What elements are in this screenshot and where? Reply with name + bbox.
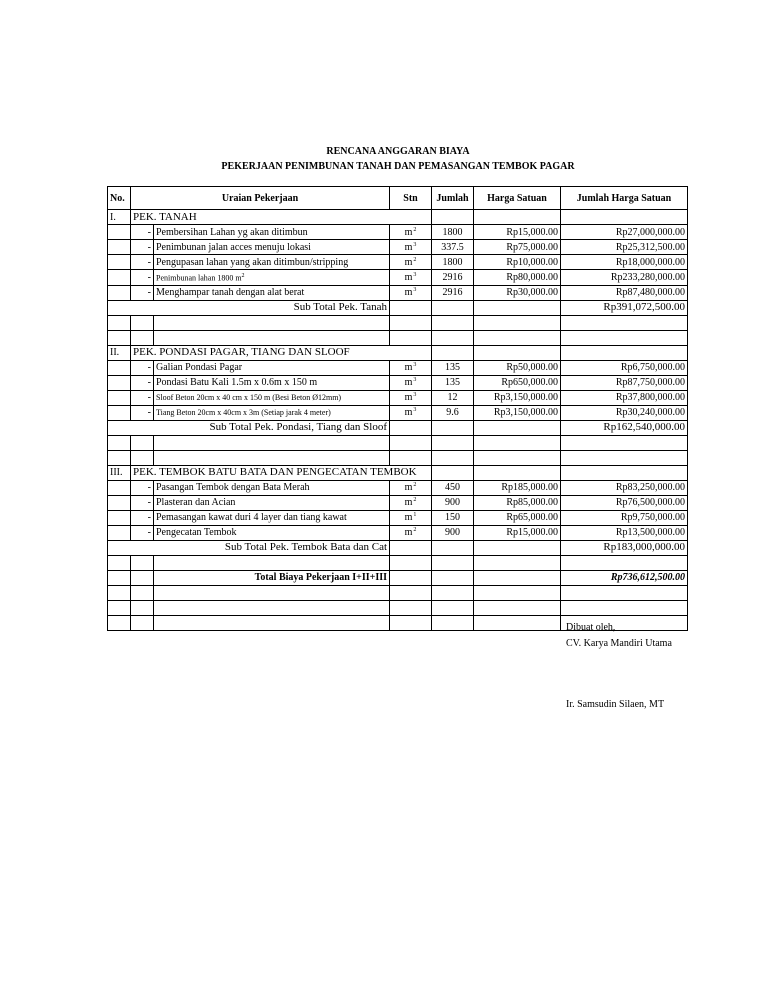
item-unit-text: m [404, 512, 413, 524]
empty-cell [131, 600, 154, 615]
item-description-text: Galian Pondasi Pagar [156, 362, 243, 374]
empty-cell [108, 495, 131, 510]
item-unit [390, 225, 432, 240]
empty-cell [474, 555, 561, 570]
empty-cell [561, 450, 688, 465]
subtotal-value: Rp391,072,500.00 [561, 300, 688, 315]
item-unit [390, 405, 432, 420]
item-unit-text: m [404, 482, 413, 494]
empty-cell [474, 435, 561, 450]
empty-cell [108, 555, 131, 570]
empty-cell [108, 270, 131, 286]
item-unit-exponent: 2 [413, 497, 417, 504]
item-unit-text: m [404, 497, 413, 509]
item-unit-price: Rp50,000.00 [474, 360, 561, 375]
empty-cell [390, 435, 432, 450]
empty-row [108, 315, 688, 330]
section-header-row [108, 345, 688, 360]
item-description [154, 225, 390, 240]
table-row [108, 480, 688, 495]
empty-cell [154, 315, 390, 330]
item-description-text: Pembersihan Lahan yg akan ditimbun [156, 226, 308, 238]
item-unit [390, 390, 432, 405]
empty-cell [154, 615, 390, 630]
item-unit [390, 255, 432, 270]
empty-cell [108, 255, 131, 270]
header-uraian: Uraian Pekerjaan [131, 187, 390, 210]
item-unit [390, 240, 432, 255]
item-description [154, 360, 390, 375]
item-dash: - [131, 270, 154, 286]
empty-cell [474, 300, 561, 315]
empty-cell [108, 360, 131, 375]
item-quantity: 337.5 [432, 240, 474, 255]
item-quantity: 450 [432, 480, 474, 495]
table-row [108, 225, 688, 240]
item-quantity: 135 [432, 375, 474, 390]
item-description [154, 285, 390, 300]
empty-cell [390, 420, 432, 435]
empty-cell [432, 600, 474, 615]
empty-cell [474, 465, 561, 480]
item-quantity: 900 [432, 495, 474, 510]
header-jumlah: Jumlah [432, 187, 474, 210]
item-total-price: Rp233,280,000.00 [561, 270, 688, 286]
empty-cell [108, 225, 131, 240]
table-row [108, 495, 688, 510]
item-description [154, 480, 390, 495]
empty-cell [108, 480, 131, 495]
budget-table [107, 186, 688, 631]
title-line-2: PEKERJAAN PENIMBUNAN TANAH DAN PEMASANGAN TEMBOK PAGAR [221, 161, 575, 172]
empty-cell [474, 210, 561, 225]
table-row [108, 360, 688, 375]
empty-cell [154, 555, 390, 570]
table-row [108, 525, 688, 540]
item-unit-price: Rp15,000.00 [474, 525, 561, 540]
subtotal-row [108, 540, 688, 555]
item-description-text: Penimbunan lahan 1800 m [156, 273, 242, 283]
item-description-text: Pondasi Batu Kali 1.5m x 0.6m x 150 m [156, 377, 318, 389]
item-unit-price: Rp75,000.00 [474, 240, 561, 255]
item-unit-price: Rp65,000.00 [474, 510, 561, 525]
grand-total-value: Rp736,612,500.00 [561, 570, 688, 585]
item-total-price: Rp37,800,000.00 [561, 390, 688, 405]
item-unit-price: Rp3,150,000.00 [474, 390, 561, 405]
subtotal-label: Sub Total Pek. Tembok Bata dan Cat [108, 540, 390, 555]
item-description [154, 270, 390, 286]
item-total-price: Rp87,480,000.00 [561, 285, 688, 300]
signatory-name: Ir. Samsudin Silaen, MT [566, 699, 665, 710]
item-total-price: Rp13,500,000.00 [561, 525, 688, 540]
table-row [108, 255, 688, 270]
item-description-text: Menghampar tanah dengan alat berat [156, 287, 305, 299]
empty-cell [108, 330, 131, 345]
empty-cell [474, 585, 561, 600]
item-unit-exponent: 2 [413, 482, 417, 489]
empty-cell [108, 435, 131, 450]
empty-cell [390, 540, 432, 555]
company-name: CV. Karya Mandiri Utama [566, 638, 672, 649]
empty-cell [390, 450, 432, 465]
item-unit [390, 495, 432, 510]
section-number: I. [108, 210, 131, 225]
document-titles [0, 144, 768, 174]
subtotal-label: Sub Total Pek. Pondasi, Tiang dan Sloof [108, 420, 390, 435]
item-unit-exponent: 3 [413, 362, 417, 369]
empty-cell [432, 315, 474, 330]
item-description-text: Pasangan Tembok dengan Bata Merah [156, 482, 310, 494]
empty-cell [474, 540, 561, 555]
item-description [154, 390, 390, 405]
subtotal-value: Rp162,540,000.00 [561, 420, 688, 435]
item-unit-text: m [404, 392, 413, 404]
item-dash: - [131, 375, 154, 390]
empty-cell [474, 420, 561, 435]
empty-cell [131, 555, 154, 570]
item-dash: - [131, 240, 154, 255]
item-unit [390, 525, 432, 540]
header-jumlah-harga: Jumlah Harga Satuan [561, 187, 688, 210]
empty-cell [154, 600, 390, 615]
item-quantity: 9.6 [432, 405, 474, 420]
header-stn: Stn [390, 187, 432, 210]
item-dash: - [131, 495, 154, 510]
empty-cell [390, 315, 432, 330]
table-row [108, 405, 688, 420]
empty-cell [432, 615, 474, 630]
item-unit-exponent: 3 [413, 271, 417, 278]
item-description [154, 405, 390, 420]
empty-cell [432, 330, 474, 345]
item-unit-exponent: 2 [413, 256, 417, 263]
empty-row [108, 450, 688, 465]
item-description-text: Plasteran dan Acian [156, 497, 236, 509]
header-no: No. [108, 187, 131, 210]
empty-row [108, 555, 688, 570]
item-dash: - [131, 525, 154, 540]
item-description-exponent: 2 [241, 273, 245, 279]
empty-cell [108, 510, 131, 525]
item-unit-price: Rp10,000.00 [474, 255, 561, 270]
item-unit-price: Rp3,150,000.00 [474, 405, 561, 420]
empty-cell [390, 300, 432, 315]
empty-cell [131, 450, 154, 465]
item-description [154, 525, 390, 540]
empty-cell [131, 570, 154, 585]
item-description-text: Sloof Beton 20cm x 40 cm x 150 m (Besi Beton Ø12mm) [156, 393, 342, 403]
item-unit-text: m [404, 527, 413, 539]
item-unit-exponent: 3 [413, 241, 417, 248]
empty-cell [131, 330, 154, 345]
item-description [154, 510, 390, 525]
header-harga-satuan: Harga Satuan [474, 187, 561, 210]
item-description-text: Penimbunan jalan acces menuju lokasi [156, 241, 311, 253]
empty-row [108, 435, 688, 450]
empty-row [108, 330, 688, 345]
empty-cell [108, 390, 131, 405]
item-dash: - [131, 510, 154, 525]
empty-cell [108, 285, 131, 300]
empty-cell [131, 435, 154, 450]
empty-cell [131, 315, 154, 330]
empty-cell [108, 615, 131, 630]
empty-cell [561, 600, 688, 615]
grand-total-label: Total Biaya Pekerjaan I+II+III [154, 570, 390, 585]
item-unit-text: m [404, 241, 413, 253]
item-total-price: Rp30,240,000.00 [561, 405, 688, 420]
empty-cell [131, 585, 154, 600]
empty-cell [108, 375, 131, 390]
item-description-text: Pengupasan lahan yang akan ditimbun/stripping [156, 256, 349, 268]
table-row [108, 240, 688, 255]
section-title: PEK. PONDASI PAGAR, TIANG DAN SLOOF [131, 345, 432, 360]
empty-cell [432, 585, 474, 600]
empty-cell [561, 435, 688, 450]
item-unit-text: m [404, 287, 413, 299]
empty-cell [154, 450, 390, 465]
item-description [154, 255, 390, 270]
item-description [154, 375, 390, 390]
empty-cell [390, 555, 432, 570]
empty-cell [108, 405, 131, 420]
empty-cell [108, 570, 131, 585]
item-description [154, 495, 390, 510]
empty-cell [108, 525, 131, 540]
item-unit-text: m [404, 226, 413, 238]
empty-cell [561, 210, 688, 225]
item-unit-text: m [404, 256, 413, 268]
item-dash: - [131, 285, 154, 300]
empty-cell [154, 435, 390, 450]
empty-cell [474, 570, 561, 585]
table-row [108, 390, 688, 405]
empty-cell [474, 450, 561, 465]
subtotal-row [108, 420, 688, 435]
item-unit [390, 360, 432, 375]
item-dash: - [131, 225, 154, 240]
item-total-price: Rp25,312,500.00 [561, 240, 688, 255]
item-dash: - [131, 480, 154, 495]
item-total-price: Rp9,750,000.00 [561, 510, 688, 525]
empty-cell [131, 615, 154, 630]
item-unit-price: Rp185,000.00 [474, 480, 561, 495]
item-unit-exponent: 2 [413, 527, 417, 534]
empty-cell [432, 570, 474, 585]
item-description-text: Pengecatan Tembok [156, 527, 237, 539]
empty-cell [474, 315, 561, 330]
empty-cell [390, 330, 432, 345]
item-unit-price: Rp85,000.00 [474, 495, 561, 510]
item-quantity: 2916 [432, 285, 474, 300]
grand-total-row [108, 570, 688, 585]
table-header-row [108, 187, 688, 210]
item-quantity: 135 [432, 360, 474, 375]
empty-cell [561, 330, 688, 345]
item-unit [390, 480, 432, 495]
item-unit [390, 285, 432, 300]
empty-cell [432, 450, 474, 465]
item-unit-text: m [404, 362, 413, 374]
empty-cell [432, 300, 474, 315]
item-dash: - [131, 390, 154, 405]
item-total-price: Rp83,250,000.00 [561, 480, 688, 495]
title-line-1: RENCANA ANGGARAN BIAYA [326, 146, 470, 157]
empty-cell [474, 600, 561, 615]
section-number: II. [108, 345, 131, 360]
item-unit-exponent: 3 [413, 287, 417, 294]
table-body [108, 210, 688, 631]
empty-cell [561, 315, 688, 330]
item-unit-text: m [404, 377, 413, 389]
item-unit-exponent: 2 [413, 226, 417, 233]
section-header-row [108, 465, 688, 480]
empty-cell [108, 450, 131, 465]
subtotal-label: Sub Total Pek. Tanah [108, 300, 390, 315]
item-quantity: 150 [432, 510, 474, 525]
empty-cell [432, 465, 474, 480]
table-row [108, 270, 688, 286]
item-unit-exponent: 3 [413, 407, 417, 414]
item-quantity: 2916 [432, 270, 474, 286]
item-total-price: Rp27,000,000.00 [561, 225, 688, 240]
subtotal-value: Rp183,000,000.00 [561, 540, 688, 555]
section-title: PEK. TANAH [131, 210, 432, 225]
section-number: III. [108, 465, 131, 480]
table-row [108, 375, 688, 390]
empty-cell [432, 540, 474, 555]
item-unit [390, 270, 432, 286]
item-unit-exponent: 3 [413, 377, 417, 384]
section-title: PEK. TEMBOK BATU BATA DAN PENGECATAN TEMBOK [131, 465, 432, 480]
empty-cell [390, 570, 432, 585]
empty-cell [561, 465, 688, 480]
empty-cell [108, 600, 131, 615]
item-unit-text: m [404, 407, 413, 419]
empty-cell [474, 330, 561, 345]
item-unit-price: Rp30,000.00 [474, 285, 561, 300]
item-dash: - [131, 360, 154, 375]
item-unit-price: Rp15,000.00 [474, 225, 561, 240]
empty-cell [432, 555, 474, 570]
empty-cell [432, 210, 474, 225]
item-quantity: 1800 [432, 255, 474, 270]
empty-cell [108, 585, 131, 600]
empty-cell [474, 345, 561, 360]
table-row [108, 285, 688, 300]
item-quantity: 900 [432, 525, 474, 540]
empty-cell [390, 585, 432, 600]
empty-cell [561, 585, 688, 600]
item-total-price: Rp18,000,000.00 [561, 255, 688, 270]
made-by-label: Dibuat oleh, [566, 622, 616, 633]
empty-cell [390, 600, 432, 615]
item-total-price: Rp6,750,000.00 [561, 360, 688, 375]
empty-cell [108, 240, 131, 255]
empty-cell [432, 345, 474, 360]
item-description-text: Tiang Beton 20cm x 40cm x 3m (Setiap jarak 4 meter) [156, 408, 331, 418]
empty-cell [474, 615, 561, 630]
item-unit-exponent: 1 [413, 512, 417, 519]
item-dash: - [131, 255, 154, 270]
empty-row [108, 585, 688, 600]
empty-cell [432, 420, 474, 435]
item-description [154, 240, 390, 255]
empty-cell [561, 555, 688, 570]
item-total-price: Rp87,750,000.00 [561, 375, 688, 390]
item-quantity: 1800 [432, 225, 474, 240]
table-row [108, 510, 688, 525]
item-unit [390, 510, 432, 525]
item-unit-price: Rp80,000.00 [474, 270, 561, 286]
item-total-price: Rp76,500,000.00 [561, 495, 688, 510]
empty-cell [561, 345, 688, 360]
subtotal-row [108, 300, 688, 315]
item-quantity: 12 [432, 390, 474, 405]
item-unit-exponent: 3 [413, 392, 417, 399]
item-dash: - [131, 405, 154, 420]
empty-cell [432, 435, 474, 450]
item-unit-price: Rp650,000.00 [474, 375, 561, 390]
empty-cell [390, 615, 432, 630]
empty-cell [154, 585, 390, 600]
empty-cell [154, 330, 390, 345]
item-description-text: Pemasangan kawat duri 4 layer dan tiang kawat [156, 512, 347, 524]
section-header-row [108, 210, 688, 225]
item-unit-text: m [404, 271, 413, 283]
empty-row [108, 600, 688, 615]
empty-cell [108, 315, 131, 330]
item-unit [390, 375, 432, 390]
